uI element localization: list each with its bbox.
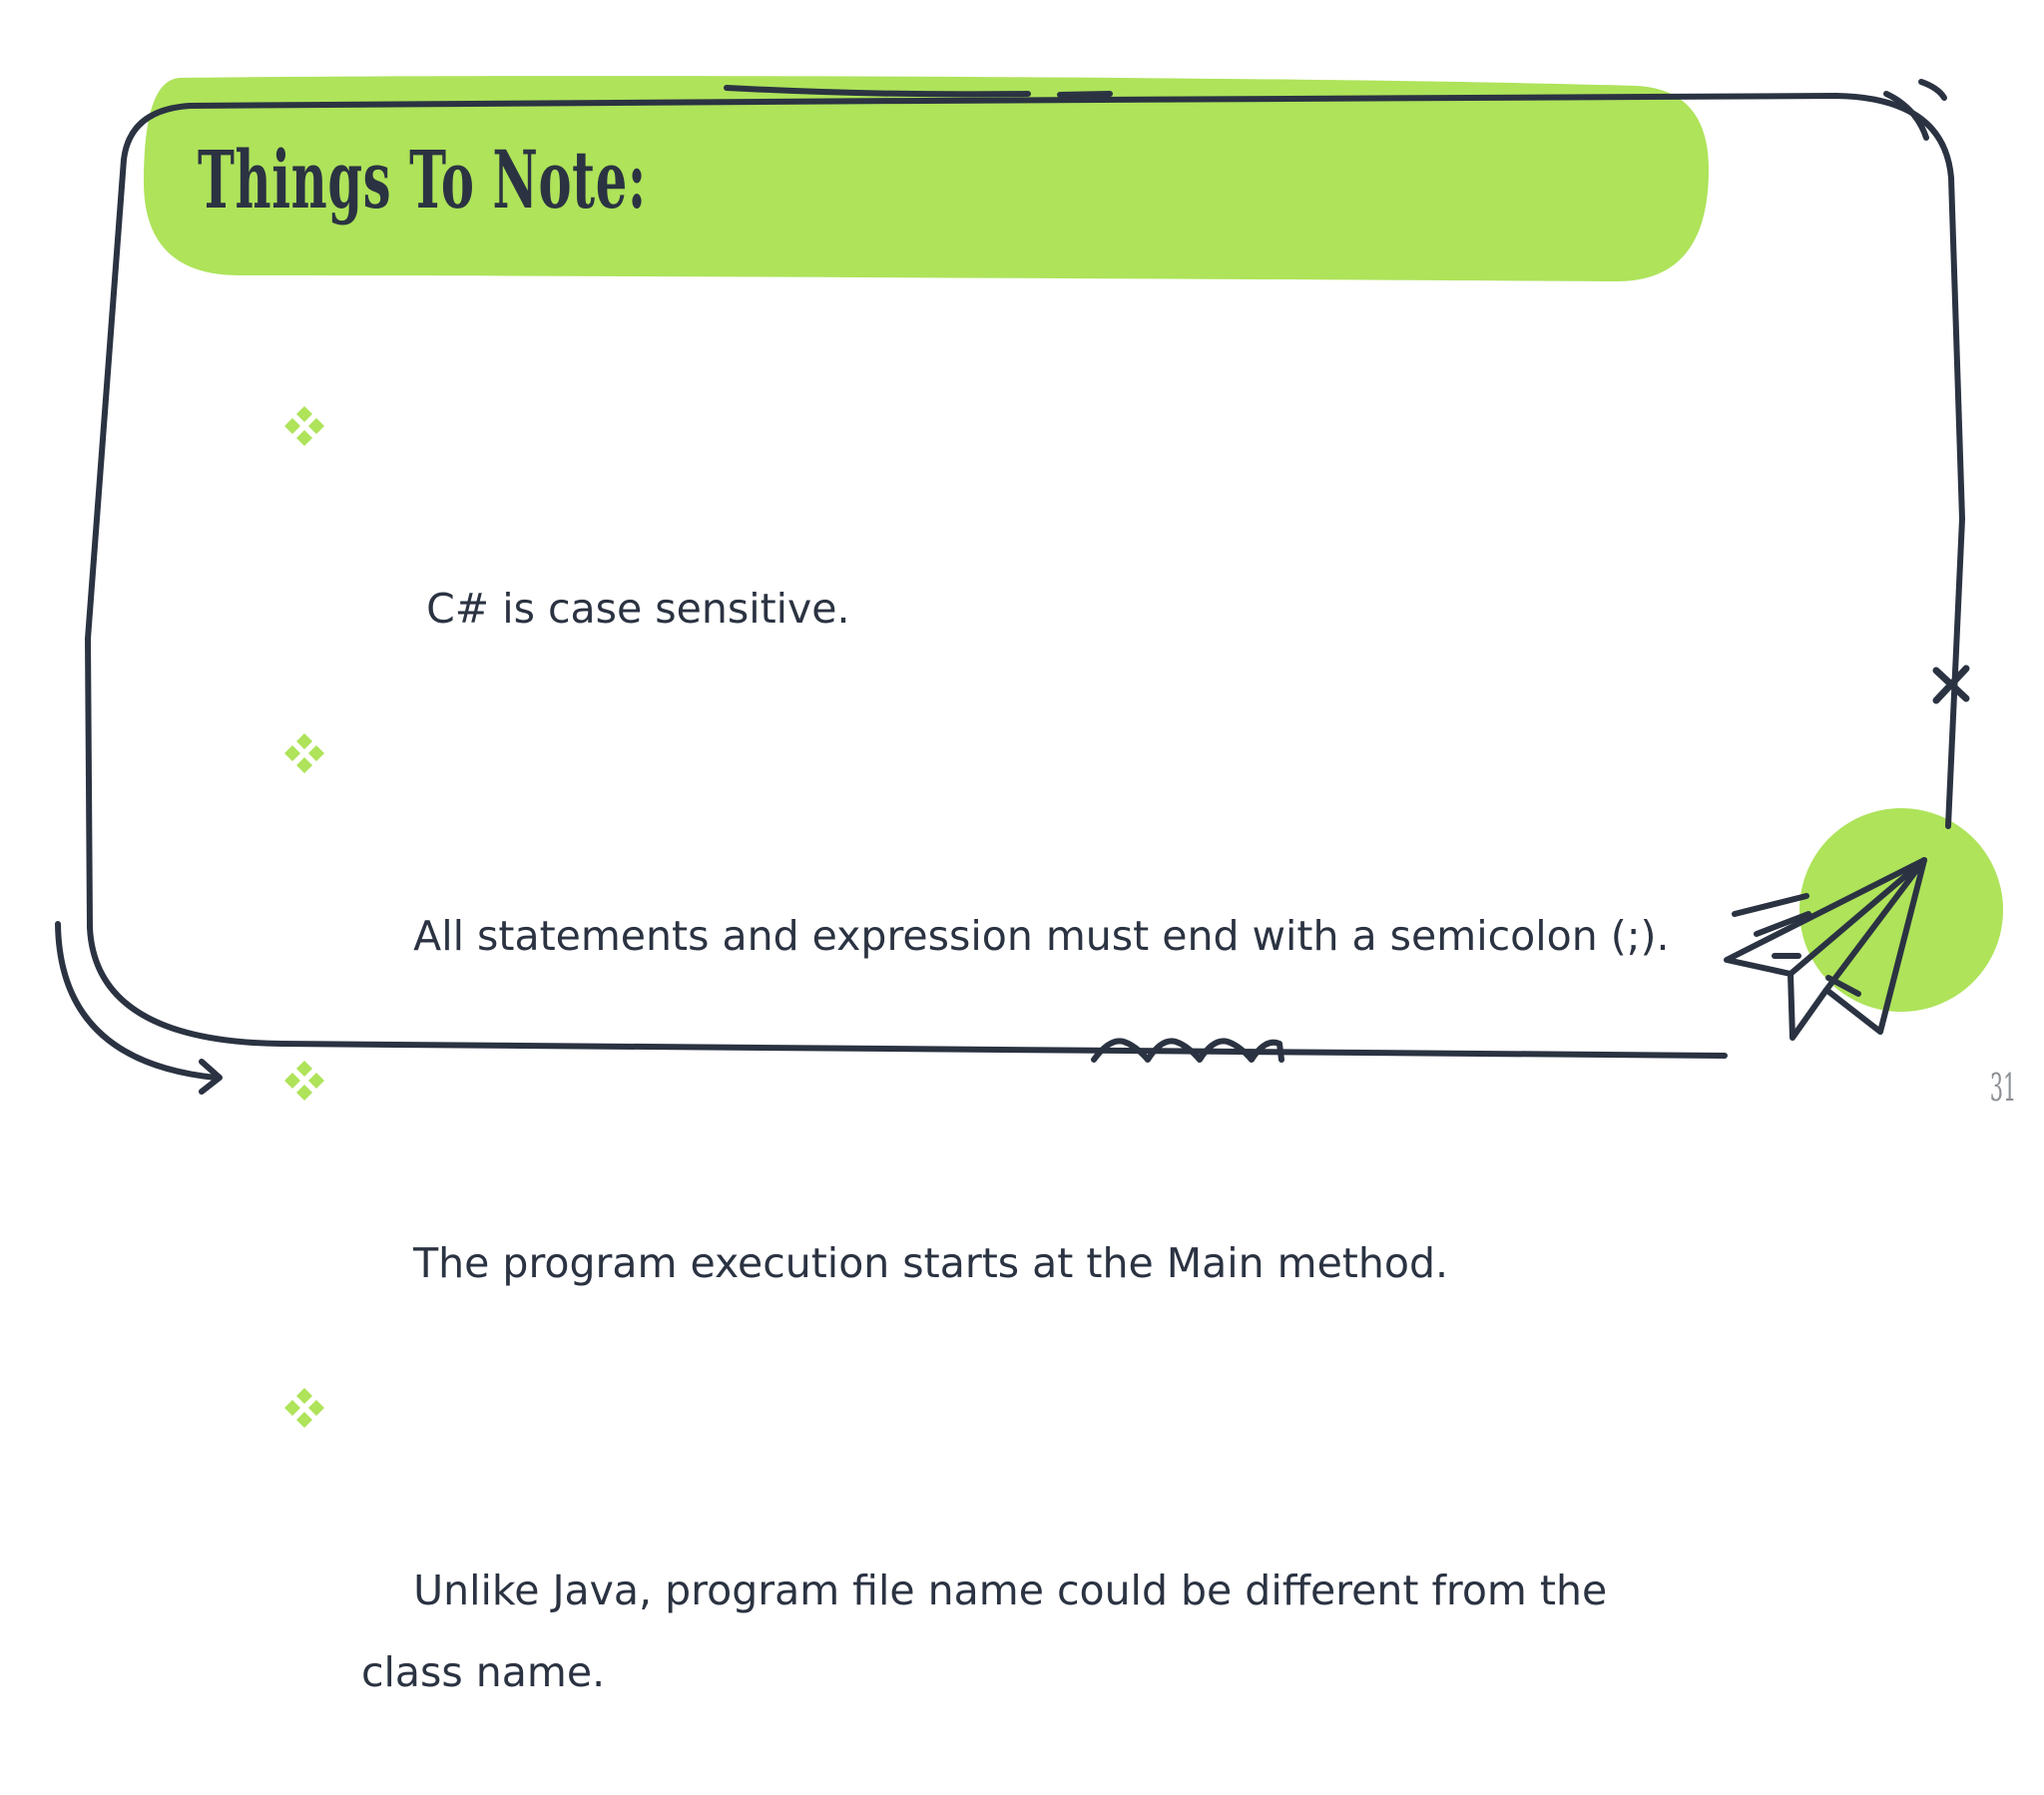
bullet-item <box>279 404 1697 731</box>
four-diamond-bullet-icon <box>281 1386 327 1432</box>
bullet-text: Unlike Java, program file name could be different from the class name. <box>361 1567 1621 1696</box>
bullet-item <box>279 731 1697 1059</box>
slide-title: Things To Note: <box>198 133 647 226</box>
top-dash-short <box>1060 94 1110 95</box>
four-diamond-bullet-icon <box>281 1059 327 1105</box>
bullet-text: All statements and expression must end with a semicolon (;). <box>413 912 1670 960</box>
bullet-item <box>279 1059 1697 1386</box>
corner-motion-line-2 <box>1921 82 1944 98</box>
four-diamond-bullet-icon <box>281 404 327 450</box>
bullet-text: C# is case sensitive. <box>413 585 850 633</box>
bullet-text: The program execution starts at the Main method. <box>413 1239 1449 1287</box>
bullet-item <box>279 1386 1697 1795</box>
curved-arrow-icon <box>58 924 216 1078</box>
bullet-list <box>279 404 1697 1795</box>
four-diamond-bullet-icon <box>281 731 327 777</box>
page-number: 31 <box>1989 1066 2016 1110</box>
